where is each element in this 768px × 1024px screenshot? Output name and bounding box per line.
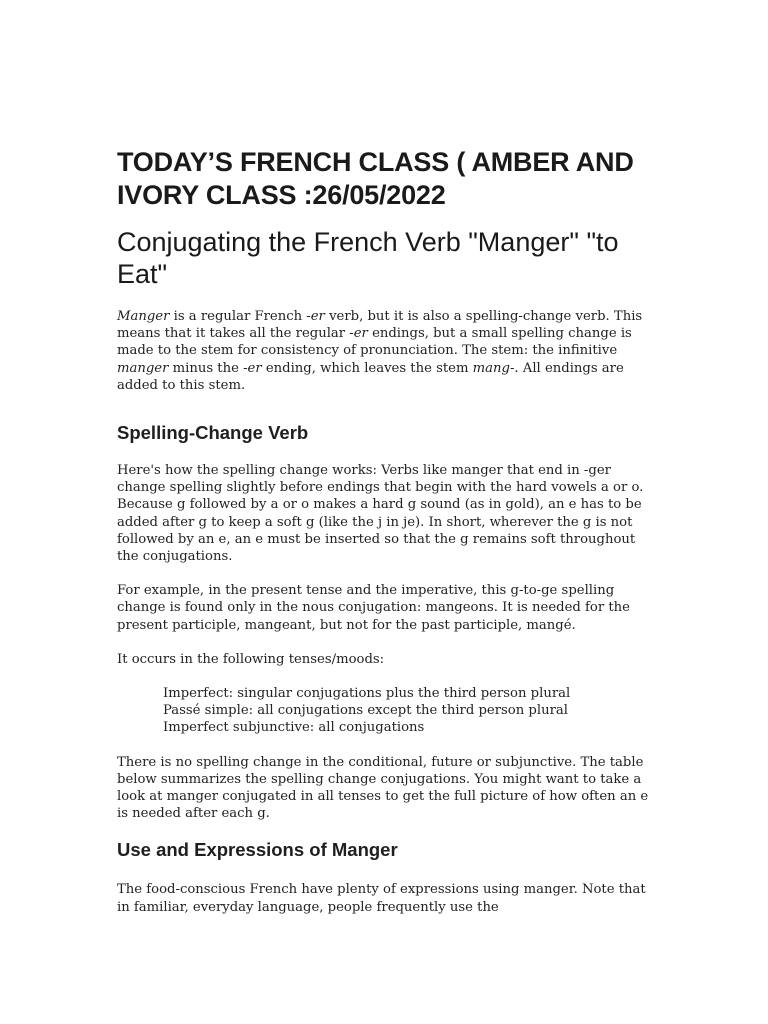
page-heading: TODAY’S FRENCH CLASS ( AMBER AND IVORY CLASS :26/05/2022 bbox=[117, 147, 634, 210]
list-item: Imperfect: singular conjugations plus the third person plural bbox=[163, 686, 571, 702]
intro-text-3: endings, but a small spelling change is made to the stem for consistency of pronunciation. The stem: the infinitive bbox=[117, 326, 632, 359]
intro-word-er-1: -er bbox=[306, 309, 325, 324]
no-change-paragraph: There is no spelling change in the conditional, future or subjunctive. The table below summarizes the spelling change conjugations. You might want to take a look at manger conjugated in all tenses to get the full picture of how often an e is needed after each g. bbox=[117, 754, 649, 822]
intro-word-er-2: -er bbox=[349, 326, 368, 342]
intro-word-er-3: -er bbox=[243, 360, 262, 376]
spelling-change-paragraph: Here's how the spelling change works: Verbs like manger that end in -ger change spelling slightly before endings that begin with the hard vowels a or o. Because g followed by a or o makes a hard g sound (as in gold), an e has to be added after g to keep a soft g (like the j in je). In short, wherever the g is not followed by an e, an e must be inserted so that the g remains soft throughout the conjugations. bbox=[117, 463, 644, 565]
intro-word-manger-2: manger bbox=[117, 360, 169, 376]
intro-word-manger: Manger bbox=[117, 309, 170, 324]
intro-text-6: . All endings are added to this stem. bbox=[117, 360, 624, 393]
article-title: Conjugating the French Verb "Manger" "to Eat" bbox=[117, 227, 619, 289]
document-content bbox=[117, 146, 657, 933]
expressions-paragraph: The food-conscious French have plenty of expressions using manger. Note that in familiar, everyday language, people frequently use the bbox=[117, 882, 646, 915]
intro-text-5: ending, which leaves the stem bbox=[261, 360, 473, 376]
list-item: Imperfect subjunctive: all conjugations bbox=[163, 720, 425, 736]
tenses-intro-paragraph: It occurs in the following tenses/moods: bbox=[117, 651, 385, 667]
tenses-list bbox=[163, 685, 657, 737]
section-heading-use-expressions: Use and Expressions of Manger bbox=[117, 839, 398, 861]
section-heading-spelling-change: Spelling-Change Verb bbox=[117, 422, 309, 444]
intro-text-1: is a regular French bbox=[169, 309, 307, 324]
intro-paragraph bbox=[117, 308, 657, 394]
intro-word-mang: mang- bbox=[472, 360, 515, 376]
intro-text-2: verb, but it is also a spelling-change verb. This means that it takes all the regular bbox=[117, 309, 643, 342]
example-paragraph: For example, in the present tense and the imperative, this g-to-ge spelling change is found only in the nous conjugation: mangeons. It is needed for the present participle, mangeant, but not for the past participle, mangé. bbox=[117, 583, 630, 633]
intro-text-4: minus the bbox=[168, 360, 244, 376]
list-item: Passé simple: all conjugations except the third person plural bbox=[163, 703, 568, 719]
